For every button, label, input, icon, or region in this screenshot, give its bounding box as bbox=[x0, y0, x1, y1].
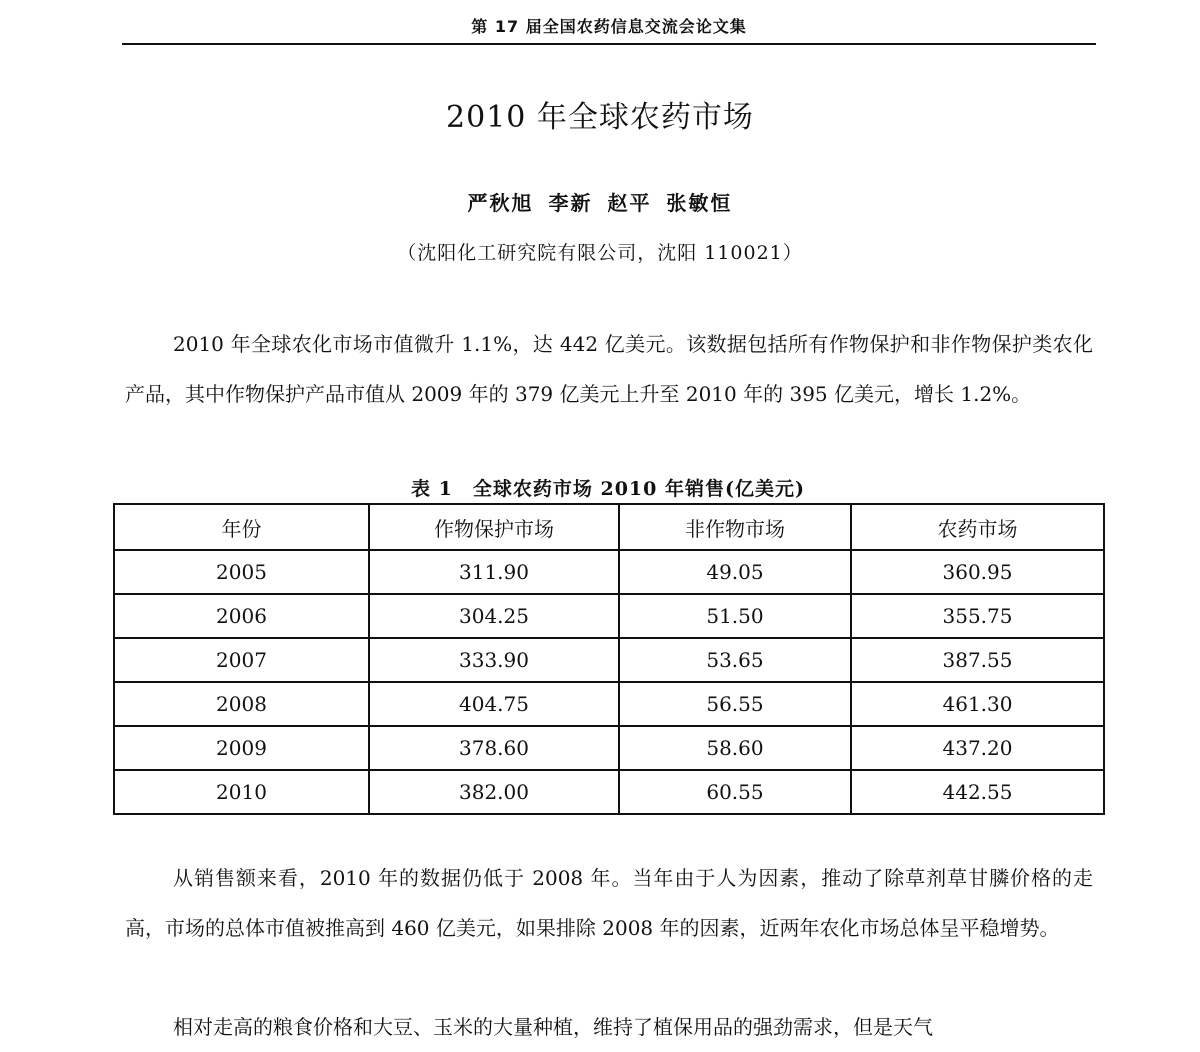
cell-pesticide-market: 355.75 bbox=[851, 594, 1104, 638]
article-title: 2010 年全球农药市场 bbox=[446, 100, 754, 135]
header-crop-protection: 作物保护市场 bbox=[369, 504, 619, 550]
article-affiliation: （沈阳化工研究院有限公司，沈阳 110021） bbox=[397, 242, 803, 264]
header-year: 年份 bbox=[114, 504, 369, 550]
cell-year: 2007 bbox=[114, 638, 369, 682]
header-non-crop: 非作物市场 bbox=[619, 504, 851, 550]
table-row bbox=[114, 550, 1104, 594]
cell-crop-protection: 382.00 bbox=[369, 770, 619, 814]
cell-crop-protection: 378.60 bbox=[369, 726, 619, 770]
article-authors: 严秋旭 李新 赵平 张敏恒 bbox=[467, 191, 733, 215]
cell-crop-protection: 333.90 bbox=[369, 638, 619, 682]
table-caption: 表 1 全球农药市场 2010 年销售(亿美元) bbox=[411, 478, 805, 500]
cell-non-crop: 58.60 bbox=[619, 726, 851, 770]
table-row bbox=[114, 726, 1104, 770]
cell-pesticide-market: 360.95 bbox=[851, 550, 1104, 594]
cell-year: 2010 bbox=[114, 770, 369, 814]
table-row bbox=[114, 594, 1104, 638]
table-row bbox=[114, 770, 1104, 814]
cell-non-crop: 49.05 bbox=[619, 550, 851, 594]
body-paragraph-2: 从销售额来看，2010 年的数据仍低于 2008 年。当年由于人为因素，推动了除草剂草甘膦价格的走高，市场的总体市值被推高到 460 亿美元，如果排除 2008 年的因素，近两年农化市场总体呈平稳增势。 bbox=[125, 866, 1093, 940]
cell-year: 2009 bbox=[114, 726, 369, 770]
cell-year: 2008 bbox=[114, 682, 369, 726]
cell-non-crop: 60.55 bbox=[619, 770, 851, 814]
cell-year: 2005 bbox=[114, 550, 369, 594]
cell-non-crop: 56.55 bbox=[619, 682, 851, 726]
table-row bbox=[114, 638, 1104, 682]
cell-crop-protection: 304.25 bbox=[369, 594, 619, 638]
cell-year: 2006 bbox=[114, 594, 369, 638]
body-paragraph-1: 2010 年全球农化市场市值微升 1.1%，达 442 亿美元。该数据包括所有作物保护和非作物保护类农化产品，其中作物保护产品市值从 2009 年的 379 亿美元上升至 2010 年的 395 亿美元，增长 1.2%。 bbox=[125, 332, 1093, 406]
sales-table bbox=[113, 503, 1105, 815]
running-header: 第 17 届全国农药信息交流会论文集 bbox=[122, 14, 1096, 45]
table-row bbox=[114, 682, 1104, 726]
cell-crop-protection: 404.75 bbox=[369, 682, 619, 726]
body-paragraph-3: 相对走高的粮食价格和大豆、玉米的大量种植，维持了植保用品的强劲需求，但是天气 bbox=[173, 1015, 933, 1039]
table-header-row bbox=[114, 504, 1104, 550]
cell-crop-protection: 311.90 bbox=[369, 550, 619, 594]
cell-non-crop: 51.50 bbox=[619, 594, 851, 638]
cell-pesticide-market: 461.30 bbox=[851, 682, 1104, 726]
header-pesticide-market: 农药市场 bbox=[851, 504, 1104, 550]
cell-non-crop: 53.65 bbox=[619, 638, 851, 682]
cell-pesticide-market: 442.55 bbox=[851, 770, 1104, 814]
cell-pesticide-market: 387.55 bbox=[851, 638, 1104, 682]
cell-pesticide-market: 437.20 bbox=[851, 726, 1104, 770]
